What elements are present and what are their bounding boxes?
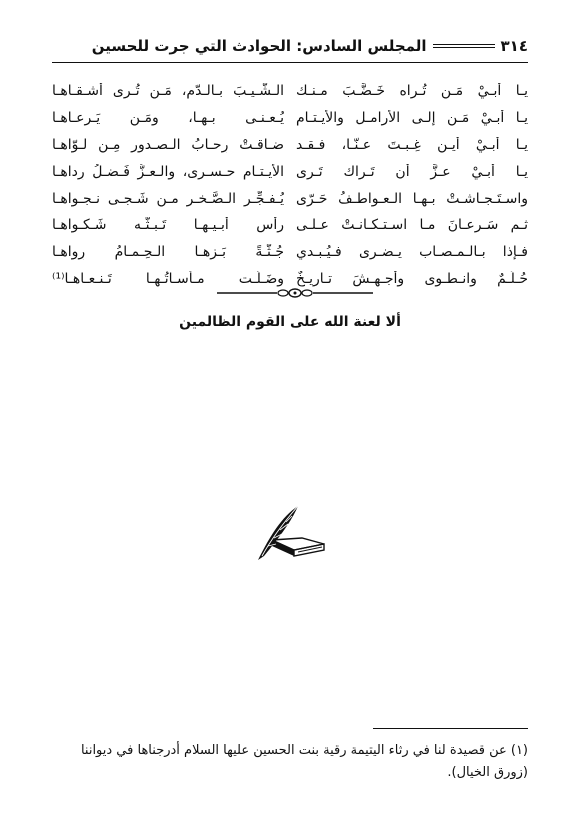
header-underline [52, 62, 528, 63]
running-header [52, 34, 528, 58]
chapter-title: المجلس السادس: الحوادث التي جرت للحسين [91, 37, 427, 55]
verse-line [52, 105, 528, 132]
verse-line [52, 78, 528, 105]
verse-second-hemistich: يُـفـجِّـر الـصَّـخـر مـن شَـجـى نـجـواهـا [52, 190, 284, 207]
verse-first-hemistich: حُـلُـمٌ وانـطـوى وأجـهـشَ تـاريـخٌ [296, 270, 528, 287]
footnote-rule [373, 728, 528, 729]
quill-and-book-icon [254, 500, 330, 562]
verse-line [52, 239, 528, 266]
verse-first-hemistich: يـا أبـيْ أيـن غِـبـتَ عـنّـا، فـقـد [296, 136, 528, 153]
verse-second-hemistich: يُـعـنـى بـهـا، ومَـن يَـرعـاهـا [52, 110, 284, 127]
verse-second-hemistich: الأيـتـام حـسـرى، والـعـزُّ فَـضـلُ رِداهـا [52, 163, 284, 180]
verse-second-hemistich: وضَـلّـت مـأسـاتُـهـا تَـنـعـاهـا⁽¹⁾ [52, 270, 284, 287]
verse-first-hemistich: يـا أبـيْ عـزَّ أن تَـراك تَـرى [296, 163, 528, 180]
verse-first-hemistich: واسـتَـجـاشـتْ بـهـا الـعـواطـفُ حَـرّى [296, 190, 528, 207]
verse-first-hemistich: يـا أبـيْ مَـن إلـى الأرامـل والأيـتـام [296, 110, 528, 127]
verse-line [52, 185, 528, 212]
verse-line [52, 132, 528, 159]
curse-line: ألا لعنة الله على القوم الظالمين [179, 314, 401, 330]
verse-first-hemistich: ثـم سَـرعـانَ مـا اسـتـكـانـتْ عـلـى [296, 217, 528, 234]
verse-second-hemistich: الـشَّـيـبَ بـالـدّم، مَـن تُـرى أشـقـاهـا [52, 83, 284, 100]
verse-second-hemistich: جُـثَّـةً بَـزهـا الـحِـمـامُ رِواهـا [52, 244, 284, 261]
header-double-rule [433, 44, 495, 48]
ornamental-divider-icon [215, 285, 375, 301]
footnote: (١) عن قصيدة لنا في رثاء اليتيمة رقية بنت الحسين عليها السلام أدرجناها في ديواننا (زورق الخيال). [80, 743, 528, 780]
verse-line [52, 212, 528, 239]
verse-first-hemistich: يـا أبـيْ مَـن تُـراه خَـضَّـبَ مـنـك [296, 83, 528, 100]
verse-line [52, 158, 528, 185]
verse-second-hemistich: رأس أبـيـهـا تَـبـثّـه شَـكـواهـا [52, 217, 284, 234]
verse-first-hemistich: فـإذا بـالـمـصـاب يـضـرى فـيُـبـدي [296, 244, 528, 261]
poem-verses [52, 78, 528, 292]
verse-second-hemistich: ضـاقـتْ رِحـابُ الـصـدور مِـن لـوّاهـا [52, 136, 284, 153]
page-number: ٣١٤ [500, 37, 528, 55]
